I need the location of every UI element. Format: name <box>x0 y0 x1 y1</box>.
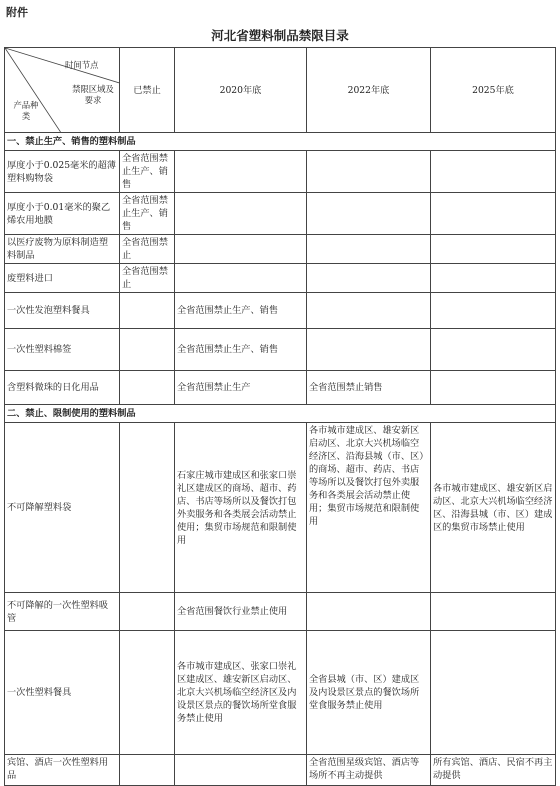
banned-cell: 全省范围禁止生产、销售 <box>120 193 175 235</box>
y2025-cell <box>431 293 556 329</box>
y2025-cell <box>431 193 556 235</box>
y2020-cell: 全省范围禁止生产、销售 <box>175 329 307 371</box>
y2022-cell <box>307 593 431 631</box>
diag-region-label: 禁限区域及要求 <box>72 84 114 105</box>
page-title: 河北省塑料制品禁限目录 <box>211 28 349 43</box>
product-cell: 一次性发泡塑料餐具 <box>5 293 120 329</box>
product-cell: 含塑料微珠的日化用品 <box>5 371 120 405</box>
y2025-cell <box>431 264 556 293</box>
table-row <box>5 631 556 755</box>
y2022-cell <box>307 329 431 371</box>
section-row <box>5 405 556 423</box>
y2020-cell: 全省范围餐饮行业禁止使用 <box>175 593 307 631</box>
banned-cell <box>120 293 175 329</box>
y2025-cell <box>431 235 556 264</box>
y2022-cell <box>307 235 431 264</box>
table-row <box>5 593 556 631</box>
y2025-cell: 所有宾馆、酒店、民宿不再主动提供 <box>431 755 556 786</box>
header-row <box>5 48 556 133</box>
banned-cell <box>120 423 175 593</box>
col-2025-header: 2025年底 <box>431 48 556 133</box>
col-2022-header: 2022年底 <box>307 48 431 133</box>
y2022-cell <box>307 193 431 235</box>
y2025-cell <box>431 371 556 405</box>
y2020-cell <box>175 151 307 193</box>
y2022-cell <box>307 264 431 293</box>
y2020-cell: 全省范围禁止生产 <box>175 371 307 405</box>
product-cell: 一次性塑料餐具 <box>5 631 120 755</box>
banned-cell <box>120 593 175 631</box>
product-cell: 不可降解塑料袋 <box>5 423 120 593</box>
section-row <box>5 133 556 151</box>
y2020-cell <box>175 235 307 264</box>
banned-cell <box>120 329 175 371</box>
section-1-title: 一、禁止生产、销售的塑料制品 <box>5 133 556 151</box>
y2022-cell: 全省范围星级宾馆、酒店等场所不再主动提供 <box>307 755 431 786</box>
product-cell: 废塑料进口 <box>5 264 120 293</box>
y2020-cell: 全省范围禁止生产、销售 <box>175 293 307 329</box>
y2025-cell <box>431 593 556 631</box>
banned-cell <box>120 371 175 405</box>
y2020-cell: 石家庄城市建成区和张家口崇礼区建成区的商场、超市、药店、书店等场所以及餐饮打包外卖服务和各类展会活动禁止使用；集贸市场规范和限制使用 <box>175 423 307 593</box>
diag-product-label: 产品种类 <box>13 100 39 121</box>
table-row <box>5 193 556 235</box>
y2025-cell: 各市城市建成区、雄安新区启动区、北京大兴机场临空经济区、沿海县城（市、区）建成区的集贸市场禁止使用 <box>431 423 556 593</box>
table-row <box>5 235 556 264</box>
banned-cell <box>120 631 175 755</box>
y2020-cell <box>175 193 307 235</box>
product-cell: 宾馆、酒店一次性塑料用品 <box>5 755 120 786</box>
section-2-title: 二、禁止、限制使用的塑料制品 <box>5 405 556 423</box>
table-row <box>5 423 556 593</box>
table-row <box>5 293 556 329</box>
y2020-cell <box>175 755 307 786</box>
diag-time-label: 时间节点 <box>65 60 99 70</box>
table-row <box>5 264 556 293</box>
banned-cell: 全省范围禁止 <box>120 264 175 293</box>
y2022-cell: 全省县城（市、区）建成区及内设景区景点的餐饮场所堂食服务禁止使用 <box>307 631 431 755</box>
y2020-cell: 各市城市建成区、张家口崇礼区建成区、雄安新区启动区、北京大兴机场临空经济区及内设景区景点的餐饮场所堂食服务禁止使用 <box>175 631 307 755</box>
product-cell: 厚度小于0.01毫米的聚乙烯农用地膜 <box>5 193 120 235</box>
table-row <box>5 329 556 371</box>
y2020-cell <box>175 264 307 293</box>
banned-cell: 全省范围禁止生产、销售 <box>120 151 175 193</box>
product-cell: 一次性塑料棉签 <box>5 329 120 371</box>
product-cell: 不可降解的一次性塑料吸管 <box>5 593 120 631</box>
attachment-label: 附件 <box>6 6 28 19</box>
table-row <box>5 151 556 193</box>
y2022-cell <box>307 151 431 193</box>
restriction-table <box>4 47 556 786</box>
banned-cell: 全省范围禁止 <box>120 235 175 264</box>
table-row <box>5 371 556 405</box>
y2025-cell <box>431 631 556 755</box>
col-banned-header: 已禁止 <box>120 48 175 133</box>
y2022-cell: 全省范围禁止销售 <box>307 371 431 405</box>
y2025-cell <box>431 151 556 193</box>
y2025-cell <box>431 329 556 371</box>
table-row <box>5 755 556 786</box>
banned-cell <box>120 755 175 786</box>
y2022-cell: 各市城市建成区、雄安新区启动区、北京大兴机场临空经济区、沿海县城（市、区）的商场、超市、药店、书店等场所以及餐饮打包外卖服务和各类展会活动禁止使用；集贸市场规范和限制使用 <box>307 423 431 593</box>
col-2020-header: 2020年底 <box>175 48 307 133</box>
diagonal-header-cell <box>5 48 120 133</box>
product-cell: 厚度小于0.025毫米的超薄塑料购物袋 <box>5 151 120 193</box>
product-cell: 以医疗废物为原料制造塑料制品 <box>5 235 120 264</box>
y2022-cell <box>307 293 431 329</box>
